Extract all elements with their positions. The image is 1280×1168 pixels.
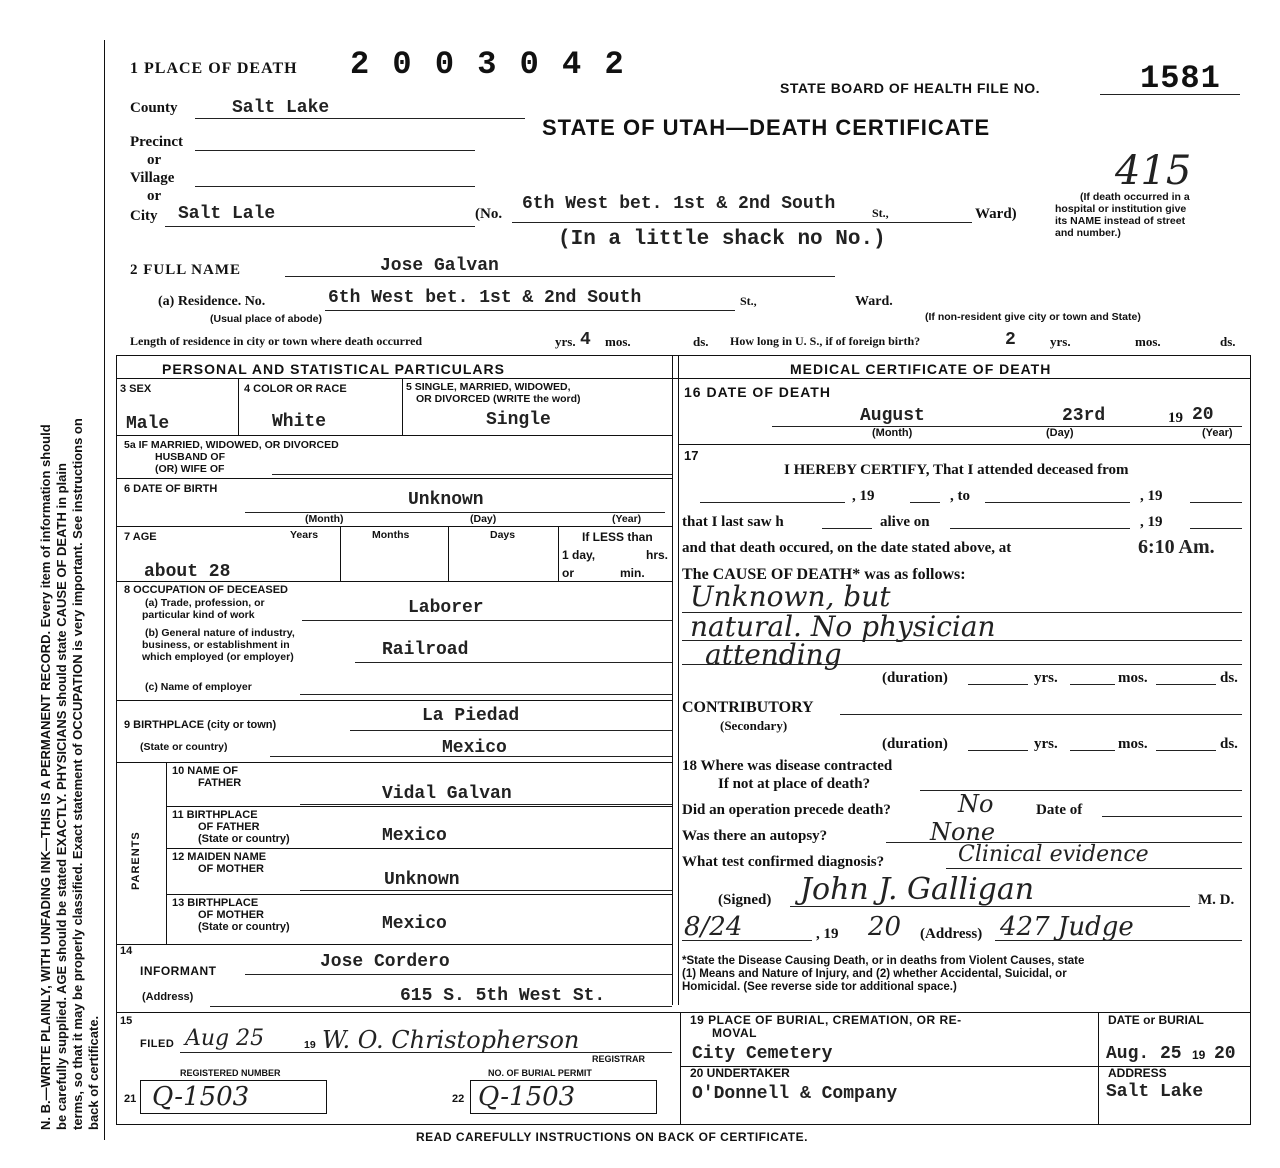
dob-year-cap: (Year) [612, 513, 642, 525]
alive-19: , 19 [1140, 514, 1163, 530]
contrib-dur-yrs: yrs. [1034, 736, 1058, 752]
us-years-value: 2 [1005, 330, 1016, 350]
contrib-dur-underline-2 [1070, 750, 1115, 751]
mother-bp-label-3: (State or country) [198, 921, 290, 933]
row-11-rule [166, 848, 672, 849]
industry-label-1: (b) General nature of industry, [145, 627, 295, 639]
file-no-label: STATE BOARD OF HEALTH FILE NO. [780, 80, 1040, 96]
attended-to-label: , to [950, 488, 970, 504]
street-value: 6th West bet. 1st & 2nd South [522, 194, 836, 214]
undertaker-address: Salt Lake [1106, 1082, 1204, 1102]
place-of-death-label: 1 PLACE OF DEATH [130, 60, 298, 77]
cause-hw-2: natural. No physician [690, 610, 996, 643]
side-note-line-1: N. B.—WRITE PLAINLY, WITH UNFADING INK—THIS IS A PERMANENT RECORD. Every item of information should [38, 424, 53, 1130]
city-label: City [130, 208, 158, 224]
informant-label: INFORMANT [140, 964, 217, 978]
frame-bottom [116, 1124, 1250, 1125]
side-note-line-3: terms, so that it may be properly classified. Exact statement of OCCUPATION is very important. See instructions on [70, 418, 85, 1130]
burial-19: 19 [1192, 1048, 1206, 1062]
contracted-label-2: If not at place of death? [718, 776, 871, 792]
mother-bp-label-1: 13 BIRTHPLACE [172, 897, 259, 909]
burial-year: 20 [1214, 1044, 1236, 1064]
informant-value: Jose Cordero [320, 952, 450, 972]
informant-address-underline [210, 1006, 672, 1007]
cause-dur-mos: mos. [1118, 670, 1148, 686]
contrib-dur-ds: ds. [1220, 736, 1238, 752]
autopsy-label: Was there an autopsy? [682, 828, 828, 844]
age-divider-1 [340, 526, 341, 581]
dod-underline [772, 426, 1242, 427]
attended-from-underline [700, 502, 845, 503]
burial-place: City Cemetery [692, 1044, 833, 1064]
street-note: (In a little shack no No.) [558, 228, 886, 251]
row-8-rule [116, 700, 672, 701]
sex-label: 3 SEX [120, 383, 152, 395]
birthplace-country: Mexico [442, 738, 507, 758]
cause-hw-1: Unknown, but [690, 580, 891, 613]
full-name-underline [285, 276, 835, 277]
contracted-label-1: 18 Where was disease contracted [682, 758, 893, 774]
or-label-2: or [147, 188, 162, 204]
residence-st-label: St., [740, 294, 757, 308]
industry-underline [355, 662, 672, 663]
cause-duration-label: (duration) [882, 670, 948, 686]
contrib-dur-underline-1 [968, 750, 1028, 751]
side-note-line-4: back of certificate. [86, 1015, 101, 1130]
alive-on-label: alive on [880, 514, 930, 530]
age-label: 7 AGE [124, 531, 157, 543]
how-long-us-label: How long in U. S., if of foreign birth? [730, 334, 921, 348]
burial-label-1: 19 PLACE OF BURIAL, CREMATION, OR RE- [690, 1013, 962, 1027]
section-top-rule [116, 355, 1250, 356]
dob-day-cap: (Day) [470, 513, 497, 525]
dod-year-cap: (Year) [1202, 427, 1233, 439]
usual-place-note: (Usual place of abode) [210, 313, 323, 325]
spouse-label-1: 5a IF MARRIED, WIDOWED, OR DIVORCED [124, 439, 339, 451]
mother-bp-label-2: OF MOTHER [198, 909, 264, 921]
parents-label: PARENTS [130, 831, 142, 890]
length-of-residence-label: Length of residence in city or town where death occurred [130, 334, 423, 348]
birthplace-city: La Piedad [422, 706, 520, 726]
us-mos-label: mos. [1135, 334, 1161, 349]
cause-hw-3: attending [705, 638, 842, 671]
attended-to-year-underline [1190, 502, 1242, 503]
cause-dur-underline-1 [968, 684, 1028, 685]
marital-label-1: 5 SINGLE, MARRIED, WIDOWED, [406, 381, 571, 393]
undertaker-address-label: ADDRESS [1108, 1066, 1167, 1080]
reg-number-label: REGISTERED NUMBER [180, 1068, 281, 1078]
nonresident-note: (If non-resident give city or town and State) [925, 311, 1141, 323]
filed-date-hw: Aug 25 [185, 1026, 265, 1051]
employer-label: (c) Name of employer [145, 681, 252, 693]
frame-left [116, 355, 117, 1125]
informant-address-label: (Address) [142, 991, 194, 1003]
hospital-note-1: (If death occurred in a [1080, 191, 1190, 203]
time-of-death: 6:10 Am. [1138, 536, 1215, 558]
row-16-rule [678, 444, 1250, 445]
row-6-rule [116, 526, 672, 527]
burial-date-label: DATE or BURIAL [1108, 1013, 1204, 1027]
hospital-note-2: hospital or institution give [1055, 203, 1187, 215]
village-underline [195, 186, 475, 187]
cause-underline-3 [682, 664, 1242, 665]
spouse-label-3: (OR) WIFE OF [155, 463, 225, 475]
birthplace-state-label: (State or country) [140, 741, 228, 753]
mother-underline [300, 890, 672, 891]
residence-ward-label: Ward. [855, 294, 893, 309]
sex-value: Male [126, 414, 170, 434]
signed-hw: John J. Galligan [800, 872, 1035, 907]
age-value: about 28 [144, 562, 231, 582]
father-label-1: 10 NAME OF [172, 765, 239, 777]
hospital-note-4: and number.) [1055, 227, 1121, 239]
row-5a-rule [116, 478, 672, 479]
city-underline [165, 226, 475, 227]
father-bp-value: Mexico [382, 826, 447, 846]
contrib-dur-mos: mos. [1118, 736, 1148, 752]
attended-to-underline [985, 502, 1130, 503]
sign-date-underline [682, 940, 812, 941]
undertaker-label: 20 UNDERTAKER [690, 1066, 790, 1080]
signed-underline [790, 906, 1190, 907]
trade-label-1: (a) Trade, profession, or [145, 597, 265, 609]
cause-dur-underline-3 [1156, 684, 1216, 685]
row-10-rule [166, 806, 672, 807]
registrar-signature: W. O. Christopherson [322, 1026, 580, 1054]
dob-label: 6 DATE OF BIRTH [124, 483, 218, 495]
cert-number: 2 0 0 3 0 4 2 [350, 46, 626, 83]
age-less-hrs: hrs. [646, 548, 669, 562]
birthplace-country-underline [270, 756, 672, 757]
mother-value: Unknown [384, 870, 460, 890]
permit-number-value: Q-1503 [478, 1082, 576, 1112]
attended-from-19: , 19 [852, 488, 875, 504]
row-3-rule [116, 435, 672, 436]
trade-value: Laborer [408, 598, 484, 618]
test-label: What test confirmed diagnosis? [682, 854, 885, 870]
date-of-death-label: 16 DATE OF DEATH [684, 384, 831, 400]
color-label: 4 COLOR OR RACE [244, 383, 347, 395]
date-of-underline [1102, 816, 1242, 817]
us-yrs-label: yrs. [1050, 334, 1071, 349]
alive-on-underline [950, 528, 1130, 529]
undertaker-value: O'Donnell & Company [692, 1084, 898, 1104]
personal-section-title: PERSONAL AND STATISTICAL PARTICULARS [162, 361, 505, 377]
center-divider-2 [678, 355, 679, 1005]
test-underline [946, 868, 1242, 869]
county-label: County [130, 100, 178, 116]
occupation-label: 8 OCCUPATION OF DECEASED [124, 584, 288, 596]
trade-underline [302, 620, 672, 621]
residence-underline [325, 310, 735, 311]
registrar-label: REGISTRAR [592, 1054, 646, 1064]
frame-right [1250, 355, 1251, 1125]
father-bp-label-2: OF FATHER [198, 821, 260, 833]
filed-underline [180, 1052, 672, 1053]
file-no: 1581 [1140, 60, 1221, 97]
employer-underline [300, 694, 672, 695]
certify-text: I HEREBY CERTIFY, That I attended deceased from [784, 462, 1129, 478]
spouse-label-2: HUSBAND OF [155, 451, 225, 463]
age-divider-3 [558, 526, 559, 581]
father-underline [300, 804, 672, 805]
dod-month-cap: (Month) [872, 427, 913, 439]
length-mos-label: mos. [605, 334, 631, 349]
dod-19: 19 [1168, 410, 1183, 426]
last-saw-underline [822, 528, 872, 529]
mother-label-2: OF MOTHER [198, 863, 264, 875]
certificate-title: STATE OF UTAH—DEATH CERTIFICATE [542, 115, 991, 140]
last-saw-label: that I last saw h [682, 514, 784, 530]
age-divider-2 [448, 526, 449, 581]
footnote-3: Homicidal. (See reverse side tor additional space.) [682, 981, 957, 993]
birthplace-label: 9 BIRTHPLACE (city or town) [124, 719, 277, 731]
precinct-underline [195, 150, 475, 151]
color-value: White [272, 412, 327, 432]
operation-hw: No [958, 790, 994, 818]
dob-value: Unknown [408, 490, 484, 510]
reg-number-value: Q-1503 [152, 1082, 250, 1112]
row-7-rule [116, 581, 672, 582]
precinct-label: Precinct [130, 134, 184, 150]
sign-address-hw: 427 Judge [1000, 912, 1134, 942]
age-less-1: If LESS than [582, 530, 653, 544]
street-st-label: St., [872, 206, 889, 220]
ward-label: Ward) [975, 206, 1017, 222]
filed-label: FILED [140, 1038, 175, 1050]
spouse-underline [272, 474, 672, 475]
informant-address: 615 S. 5th West St. [400, 986, 606, 1006]
dob-month-cap: (Month) [305, 513, 344, 525]
sign-address-label: (Address) [920, 926, 983, 942]
sign-19: , 19 [816, 926, 839, 942]
filed-num: 15 [120, 1015, 133, 1027]
informant-underline [245, 974, 672, 975]
handwritten-415: 415 [1115, 148, 1192, 194]
mother-label-1: 12 MAIDEN NAME [172, 851, 267, 863]
hospital-note-3: its NAME instead of street [1055, 215, 1186, 227]
age-months-cap: Months [372, 529, 410, 541]
residence-value: 6th West bet. 1st & 2nd South [328, 288, 642, 308]
cause-dur-ds: ds. [1220, 670, 1238, 686]
street-underline [512, 222, 972, 223]
street-no-label: (No. [475, 206, 503, 222]
row-13-rule [116, 944, 672, 945]
contributory-label: CONTRIBUTORY [682, 699, 814, 716]
attended-to-19: , 19 [1140, 488, 1163, 504]
test-hw: Clinical evidence [958, 842, 1149, 867]
father-bp-label-1: 11 BIRTHPLACE [172, 809, 258, 821]
industry-label-2: business, or establishment in [142, 639, 290, 651]
industry-label-3: which employed (or employer) [142, 651, 294, 663]
row-12-rule [166, 894, 672, 895]
age-less-min: min. [620, 566, 645, 580]
secondary-label: (Secondary) [720, 718, 788, 733]
county-underline [195, 118, 525, 119]
length-years-value: 4 [580, 330, 591, 350]
center-divider [672, 355, 673, 1005]
burial-label-2: MOVAL [712, 1026, 757, 1040]
autopsy-hw: None [930, 818, 996, 846]
marital-value: Single [486, 410, 551, 430]
permit-label: NO. OF BURIAL PERMIT [488, 1068, 592, 1078]
side-note-line-2: be carefully supplied. AGE should be stated EXACTLY. PHYSICIANS should state CAUSE OF DEATH in plain [54, 463, 69, 1130]
length-yrs-label: yrs. [555, 334, 576, 349]
md-label: M. D. [1198, 892, 1235, 908]
footer-instructions: READ CAREFULLY INSTRUCTIONS ON BACK OF CERTIFICATE. [416, 1130, 808, 1144]
reg-num-22: 22 [452, 1093, 465, 1105]
reg-num-21: 21 [124, 1093, 137, 1105]
informant-num: 14 [120, 945, 133, 957]
section-header-rule [116, 378, 1250, 379]
filed-19: 19 [304, 1039, 316, 1051]
burial-divider-left [680, 1012, 681, 1124]
age-days-cap: Days [490, 529, 516, 541]
cause-dur-underline-2 [1070, 684, 1115, 685]
death-occured-label: and that death occured, on the date stated above, at [682, 540, 1012, 556]
alive-year-underline [1190, 528, 1242, 529]
dod-day-cap: (Day) [1046, 427, 1074, 439]
contrib-duration-label: (duration) [882, 736, 948, 752]
footnote-1: *State the Disease Causing Death, or in deaths from Violent Causes, state [682, 955, 1085, 967]
signed-label: (Signed) [718, 892, 772, 908]
age-less-3: or [562, 566, 574, 580]
dod-day: 23rd [1062, 406, 1106, 426]
sign-address-underline [995, 940, 1242, 941]
father-bp-label-3: (State or country) [198, 833, 290, 845]
footnote-2: (1) Means and Nature of Injury, and (2) whether Accidental, Suicidal, or [682, 968, 1067, 980]
city-value: Salt Lale [178, 204, 276, 224]
burial-date-divider [1098, 1012, 1099, 1124]
contributory-underline [840, 714, 1242, 715]
village-label: Village [130, 170, 175, 186]
father-value: Vidal Galvan [382, 784, 512, 804]
birthplace-underline [350, 730, 672, 731]
length-ds-label: ds. [693, 334, 709, 349]
full-name-label: 2 FULL NAME [130, 262, 242, 278]
attended-from-year-underline [910, 502, 940, 503]
full-name-value: Jose Galvan [380, 256, 499, 276]
marital-label-2: OR DIVORCED (WRITE the word) [416, 393, 581, 405]
industry-value: Railroad [382, 640, 469, 660]
contrib-dur-underline-3 [1156, 750, 1216, 751]
left-margin-line [104, 40, 105, 1140]
cause-label: The CAUSE OF DEATH* was as follows: [682, 566, 966, 583]
parents-divider [166, 762, 167, 944]
trade-label-2: particular kind of work [142, 609, 255, 621]
dod-year: 20 [1192, 405, 1214, 425]
burial-date: Aug. 25 [1106, 1044, 1182, 1064]
residence-label: (a) Residence. No. [158, 294, 266, 309]
age-years-cap: Years [290, 529, 319, 541]
medical-section-title: MEDICAL CERTIFICATE OF DEATH [790, 361, 1052, 377]
operation-label: Did an operation precede death? [682, 802, 891, 818]
cert-num: 17 [684, 448, 699, 463]
mother-bp-value: Mexico [382, 914, 447, 934]
sex-divider [238, 378, 239, 435]
sign-year-hw: 20 [868, 912, 902, 942]
color-divider [402, 378, 403, 435]
date-of-label: Date of [1036, 802, 1083, 818]
cause-dur-yrs: yrs. [1034, 670, 1058, 686]
us-ds-label: ds. [1220, 334, 1236, 349]
sign-date-hw: 8/24 [684, 912, 743, 942]
row-9-rule [116, 762, 672, 763]
father-label-2: FATHER [198, 777, 242, 789]
row-14-rule [116, 1012, 1250, 1013]
age-less-2: 1 day, [562, 548, 596, 562]
dod-month: August [860, 406, 925, 426]
county-value: Salt Lake [232, 98, 330, 118]
or-label-1: or [147, 152, 162, 168]
